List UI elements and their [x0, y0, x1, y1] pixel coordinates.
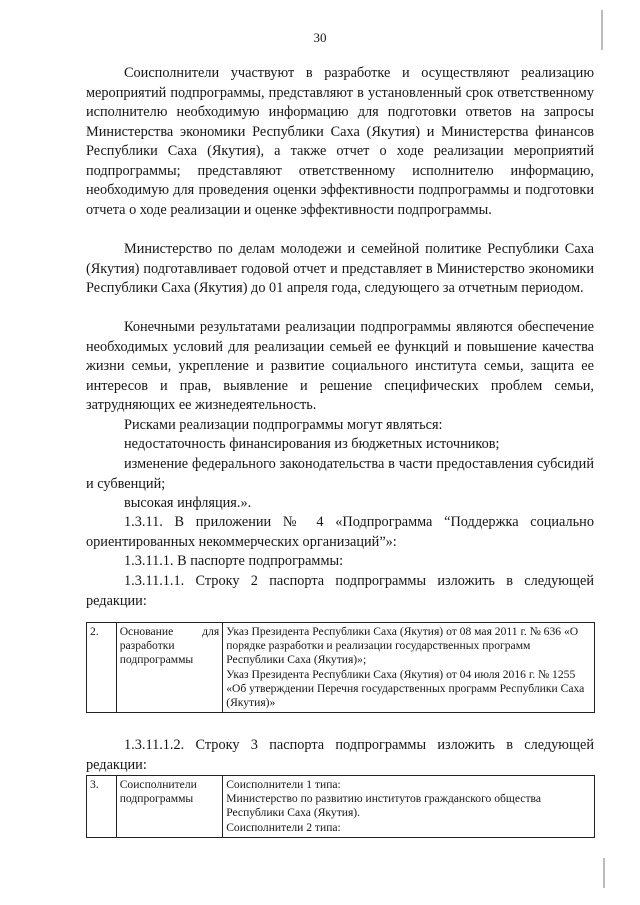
paragraph-1-3-11-1-2: 1.3.11.1.2. Строку 3 паспорта подпрограммы изложить в следующей редакции: — [86, 737, 594, 773]
paragraph-final-results: Конечными результатами реализации подпрограммы являются обеспечение необходимых условий для реализации семьей ее функций и повышение качества жизни семьи, укрепление и развитие социального института семьи, защита ее интересов и прав, выявление и решение специфических проблем семьи, затрудняющих ее жизнедеятельность. — [86, 319, 594, 413]
scan-margin-mark — [603, 858, 605, 888]
row-number: 2. — [87, 623, 117, 713]
row-label: Соисполнители подпрограммы — [116, 776, 223, 838]
table-row — [87, 776, 595, 838]
paragraph-1-3-11-1: 1.3.11.1. В паспорте подпрограммы: — [124, 553, 344, 569]
row-value — [223, 776, 595, 838]
scan-margin-mark — [601, 10, 603, 50]
paragraph-ministry-report: Министерство по делам молодежи и семейной политике Республики Саха (Якутия) подготавливает годовой отчет и представляет в Министерство экономики Республики Саха (Якутия) до 01 апреля года, следующего за отчетным периодом. — [86, 241, 594, 296]
row-value — [223, 623, 595, 713]
page-number: 30 — [313, 30, 327, 45]
table-row — [87, 623, 595, 713]
paragraph-risk-legislation: изменение федерального законодательства в части предоставления субсидий и субвенций; — [86, 456, 594, 492]
paragraph-coexecutors: Соисполнители участвуют в разработке и осуществляют реализацию мероприятий подпрограммы, представляют в установленный срок ответственному исполнителю необходимую информацию для подготовки ответов на запросы Министерства экономики Республики Саха (Якутия) и Министерства финансов Республики Саха (Якутия), а также отчет о ходе реализации мероприятий подпрограммы; представляют ответственному исполнителю информацию, необходимую для проведения оценки эффективности подпрограммы и подготовки отчета о ходе реализации и оценке эффективности подпрограммы. — [86, 65, 594, 218]
value-line: Министерство по развитию институтов гражданского общества Республики Саха (Якутия). — [226, 792, 541, 820]
paragraph-risk-funding: недостаточность финансирования из бюджетных источников; — [124, 436, 500, 452]
paragraph-risks-intro: Рисками реализации подпрограммы могут являться: — [124, 417, 443, 433]
value-line: Соисполнители 2 типа: — [226, 820, 341, 834]
passport-table-row-2 — [86, 622, 595, 713]
paragraph-1-3-11-1-1: 1.3.11.1.1. Строку 2 паспорта подпрограммы изложить в следующей редакции: — [86, 573, 594, 609]
row-label-text: Основание для разработки подпрограммы — [119, 625, 220, 667]
paragraph-risk-inflation: высокая инфляция.». — [124, 495, 252, 511]
value-line: Соисполнители 1 типа: — [226, 778, 341, 791]
row-label — [116, 623, 223, 713]
paragraph-1-3-11: 1.3.11. В приложении № 4 «Подпрограмма “Поддержка социально ориентированных некоммерческих организаций”»: — [86, 514, 594, 550]
row-number: 3. — [87, 776, 117, 838]
value-line: Указ Президента Республики Саха (Якутия) от 04 июля 2016 г. № 1255 «Об утверждении Перечня государственных программ Республики Саха (Якутия)» — [226, 667, 585, 710]
value-line: Указ Президента Республики Саха (Якутия) от 08 мая 2011 г. № 636 «О порядке разработки и реализации государственных программ Республики Саха (Якутия)»; — [226, 625, 579, 667]
passport-table-row-3 — [86, 775, 595, 838]
